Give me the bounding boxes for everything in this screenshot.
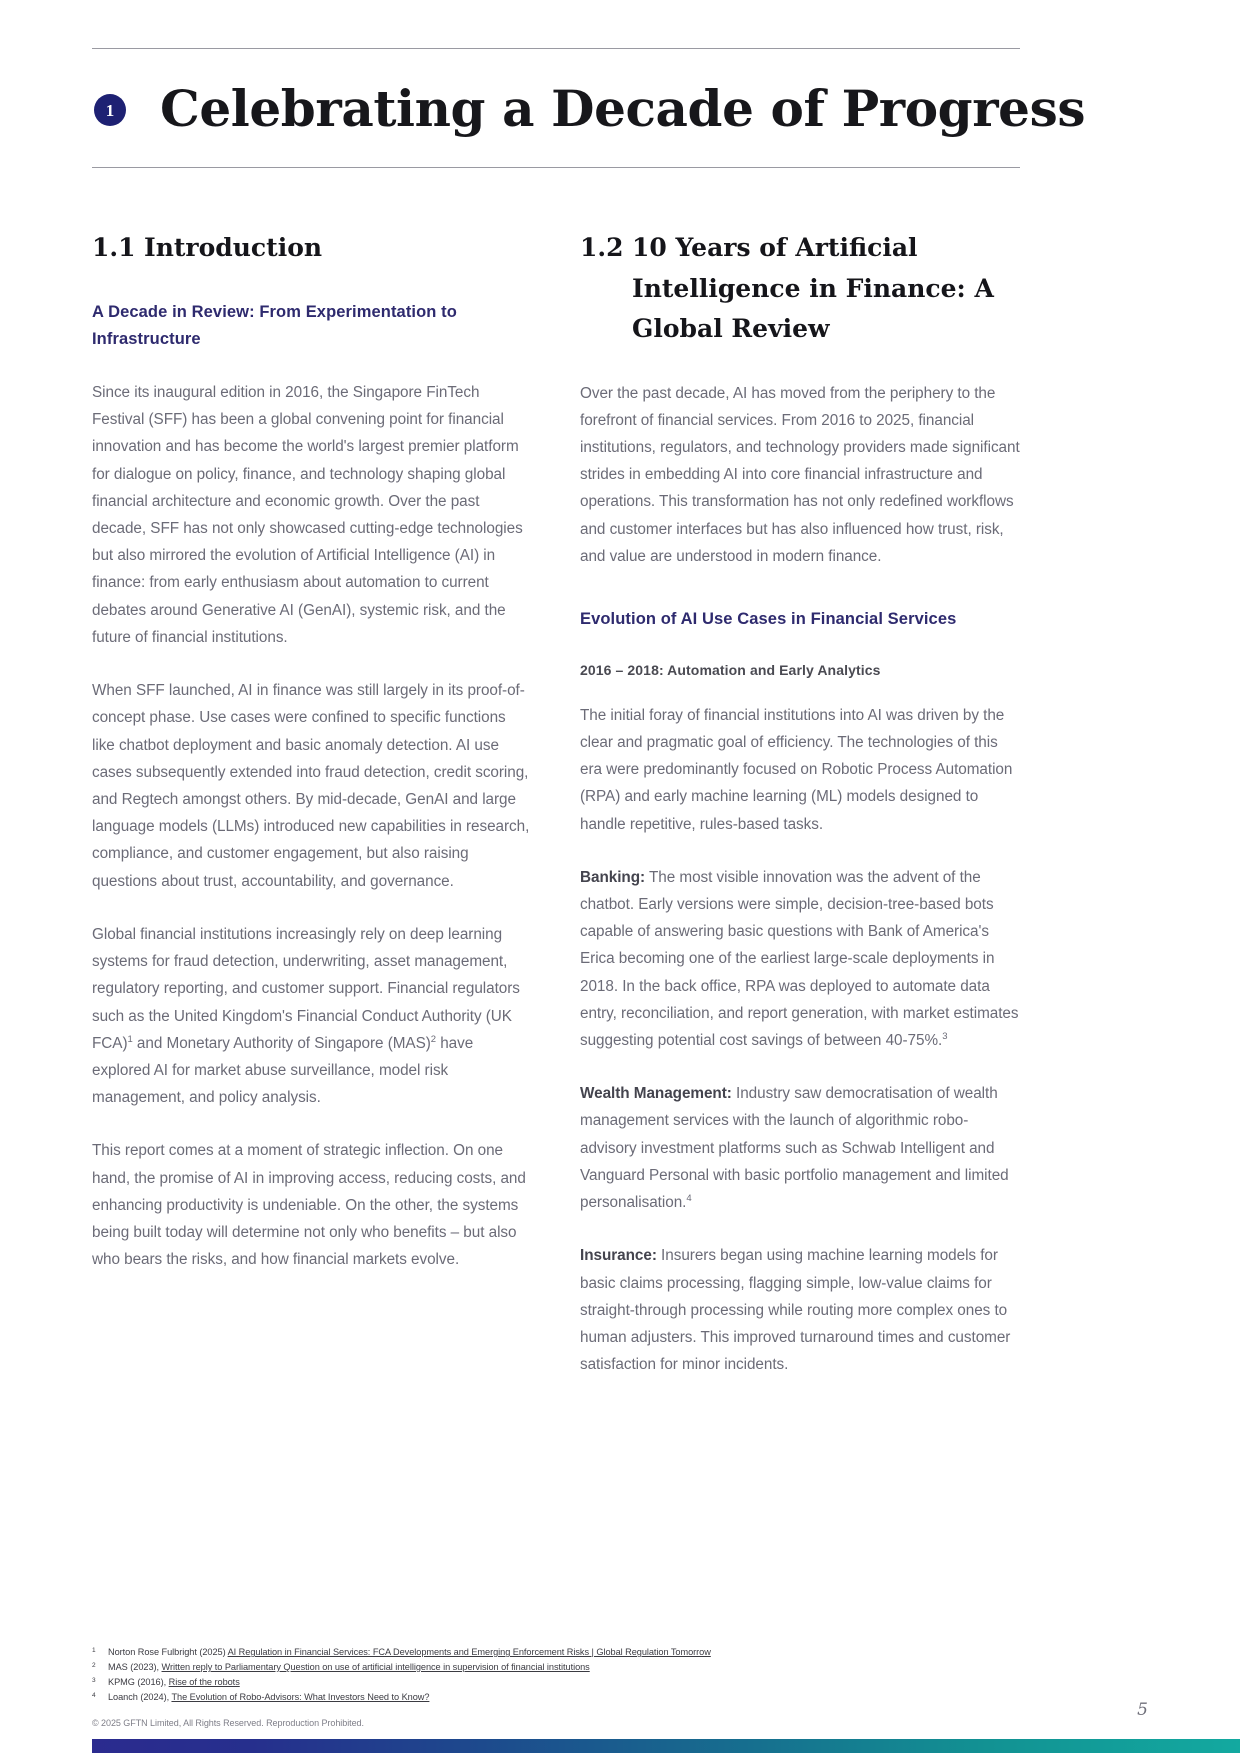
footnote-item (92, 1675, 1020, 1690)
footnote-link[interactable]: Written reply to Parliamentary Question on use of artificial intelligence in supervision of financial institutions (161, 1661, 590, 1672)
paragraph-wealth-management (580, 1080, 1020, 1216)
footnote-number: 3 (92, 1676, 96, 1684)
footer-gradient-bar (92, 1739, 1240, 1753)
footnote-text (108, 1660, 1020, 1675)
heading-era-2016-2018: 2016 – 2018: Automation and Early Analytics (580, 662, 881, 679)
footnote-number: 1 (92, 1647, 96, 1654)
footnote-link[interactable]: AI Regulation in Financial Services: FCA Developments and Emerging Enforcement Risks | Global Regulation Tomorrow (227, 1647, 711, 1657)
footnote-link[interactable]: The Evolution of Robo-Advisors: What Investors Need to Know? (171, 1691, 430, 1702)
paragraph-global-review-intro: Over the past decade, AI has moved from the periphery to the forefront of financial services. From 2016 to 2025, financial institutions, regulators, and technology providers made significant strides in embedding AI into core financial infrastructure and operations. This transformation has not only redefined workflows and customer interfaces but has also influenced how trust, risk, and value are understood in modern finance. (580, 384, 1020, 565)
chapter-header (92, 48, 1086, 168)
page-number: 5 (1137, 1700, 1148, 1720)
label-insurance: Insurance: (580, 1247, 657, 1265)
paragraph-strategic-inflection: This report comes at a moment of strategic inflection. On one hand, the promise of AI in improving access, reducing costs, and enhancing productivity is undeniable. On the other, the systems being built today will determine not only who benefits – but also who bears the risks, and how financial markets evolve. (92, 1142, 526, 1269)
section-heading-1-2 (580, 228, 1020, 350)
section-number: 1.2 (580, 233, 624, 262)
footnote-ref-3[interactable]: 3 (942, 1030, 948, 1042)
footnote-item (92, 1690, 1020, 1705)
footnote-source: MAS (2023), (108, 1661, 162, 1672)
banking-text: The most visible innovation was the advent of the chatbot. Early versions were simple, decision-tree-based bots capable of answering basic questions with Bank of America's Erica becoming one of the earliest large-scale deployments in 2018. In the back office, RPA was deployed to automate data entry, reconciliation, and report generation, with market estimates suggesting potential cost savings of between 40-75%. (580, 868, 1019, 1050)
paragraph-banking (580, 864, 1020, 1055)
left-column (92, 228, 532, 1378)
content-columns (92, 228, 1020, 1378)
chapter-number-badge: 1 (94, 94, 126, 126)
section-number: 1.1 (92, 233, 136, 262)
paragraph-regulators (92, 921, 532, 1112)
footnote-number: 4 (92, 1691, 96, 1699)
footnotes-block (92, 1645, 1020, 1705)
footnote-number: 2 (92, 1661, 96, 1669)
chapter-title-row (92, 49, 1086, 167)
section-title: 10 Years of Artificial Intelligence in Finance: A Global Review (632, 233, 994, 343)
copyright-notice: © 2025 GFTN Limited, All Rights Reserved. Reproduction Prohibited. (92, 1718, 364, 1728)
footnote-ref-2[interactable]: 2 (430, 1033, 437, 1045)
regulators-text-part1: Global financial institutions increasingly rely on deep learning systems for fraud detection, underwriting, asset management, regulatory reporting, and customer support. Financial regulators such as the United Kingdom's Financial Conduct Authority (UK FCA) (92, 925, 520, 1052)
footnote-text (108, 1645, 1020, 1660)
footnote-text (108, 1690, 1020, 1705)
section-title: Introduction (144, 233, 323, 262)
regulators-text-part2: and Monetary Authority of Singapore (MAS) (132, 1034, 431, 1052)
subheading-decade-in-review: A Decade in Review: From Experimentation to Infrastructure (92, 302, 457, 348)
footnote-ref-4[interactable]: 4 (686, 1193, 692, 1205)
footnote-source: Loanch (2024), (108, 1691, 172, 1702)
footnote-source: KPMG (2016), (108, 1676, 169, 1687)
wealth-text: Industry saw democratisation of wealth management services with the launch of algorithmic robo-advisory investment platforms such as Schwab Intelligent and Vanguard Personal with basic portfolio management and limited personalisation. (580, 1085, 1009, 1212)
insurance-text: Insurers began using machine learning models for basic claims processing, flagging simple, low-value claims for straight-through processing while routing more complex ones to human adjusters. This improved turnaround times and customer satisfaction for minor incidents. (580, 1247, 1011, 1374)
footnote-text (108, 1675, 1020, 1690)
header-rule-bottom (92, 167, 1020, 168)
subheading-evolution-use-cases: Evolution of AI Use Cases in Financial Services (580, 610, 957, 629)
label-banking: Banking: (580, 868, 646, 886)
regulators-text-part3: have explored AI for market abuse surveillance, model risk management, and policy analysis. (92, 1034, 474, 1107)
label-wealth-management: Wealth Management: (580, 1085, 732, 1103)
section-heading-1-1 (92, 228, 532, 269)
right-column (580, 228, 1020, 1378)
footnote-ref-1[interactable]: 1 (127, 1033, 133, 1045)
paragraph-proof-of-concept: When SFF launched, AI in finance was still largely in its proof-of-concept phase. Use cases were confined to specific functions like chatbot deployment and basic anomaly detection. AI use cases subsequently extended into fraud detection, credit scoring, and Regtech amongst others. By mid-decade, GenAI and large language models (LLMs) introduced new capabilities in research, compliance, and customer engagement, but also raising questions about trust, accountability, and governance. (92, 682, 530, 890)
paragraph-era-intro: The initial foray of financial institutions into AI was driven by the clear and pragmatic goal of efficiency. The technologies of this era were predominantly focused on Robotic Process Automation (RPA) and early machine learning (ML) models designed to handle repetitive, rules-based tasks. (580, 706, 1013, 833)
footnote-item (92, 1645, 1020, 1660)
paragraph-insurance (580, 1242, 1020, 1378)
paragraph-sff-history: Since its inaugural edition in 2016, the Singapore FinTech Festival (SFF) has been a global convening point for financial innovation and has become the world's largest premier platform for dialogue on policy, finance, and technology shaping global financial architecture and economic growth. Over the past decade, SFF has not only showcased cutting-edge technologies but also mirrored the evolution of Artificial Intelligence (AI) in finance: from early enthusiasm about automation to current debates around Generative AI (GenAI), systemic risk, and the future of financial institutions. (92, 383, 523, 646)
footnote-item (92, 1660, 1020, 1675)
footnote-link[interactable]: Rise of the robots (168, 1676, 240, 1687)
footnote-source: Norton Rose Fulbright (2025) (108, 1647, 228, 1657)
page-title: Celebrating a Decade of Progress (160, 78, 1086, 138)
